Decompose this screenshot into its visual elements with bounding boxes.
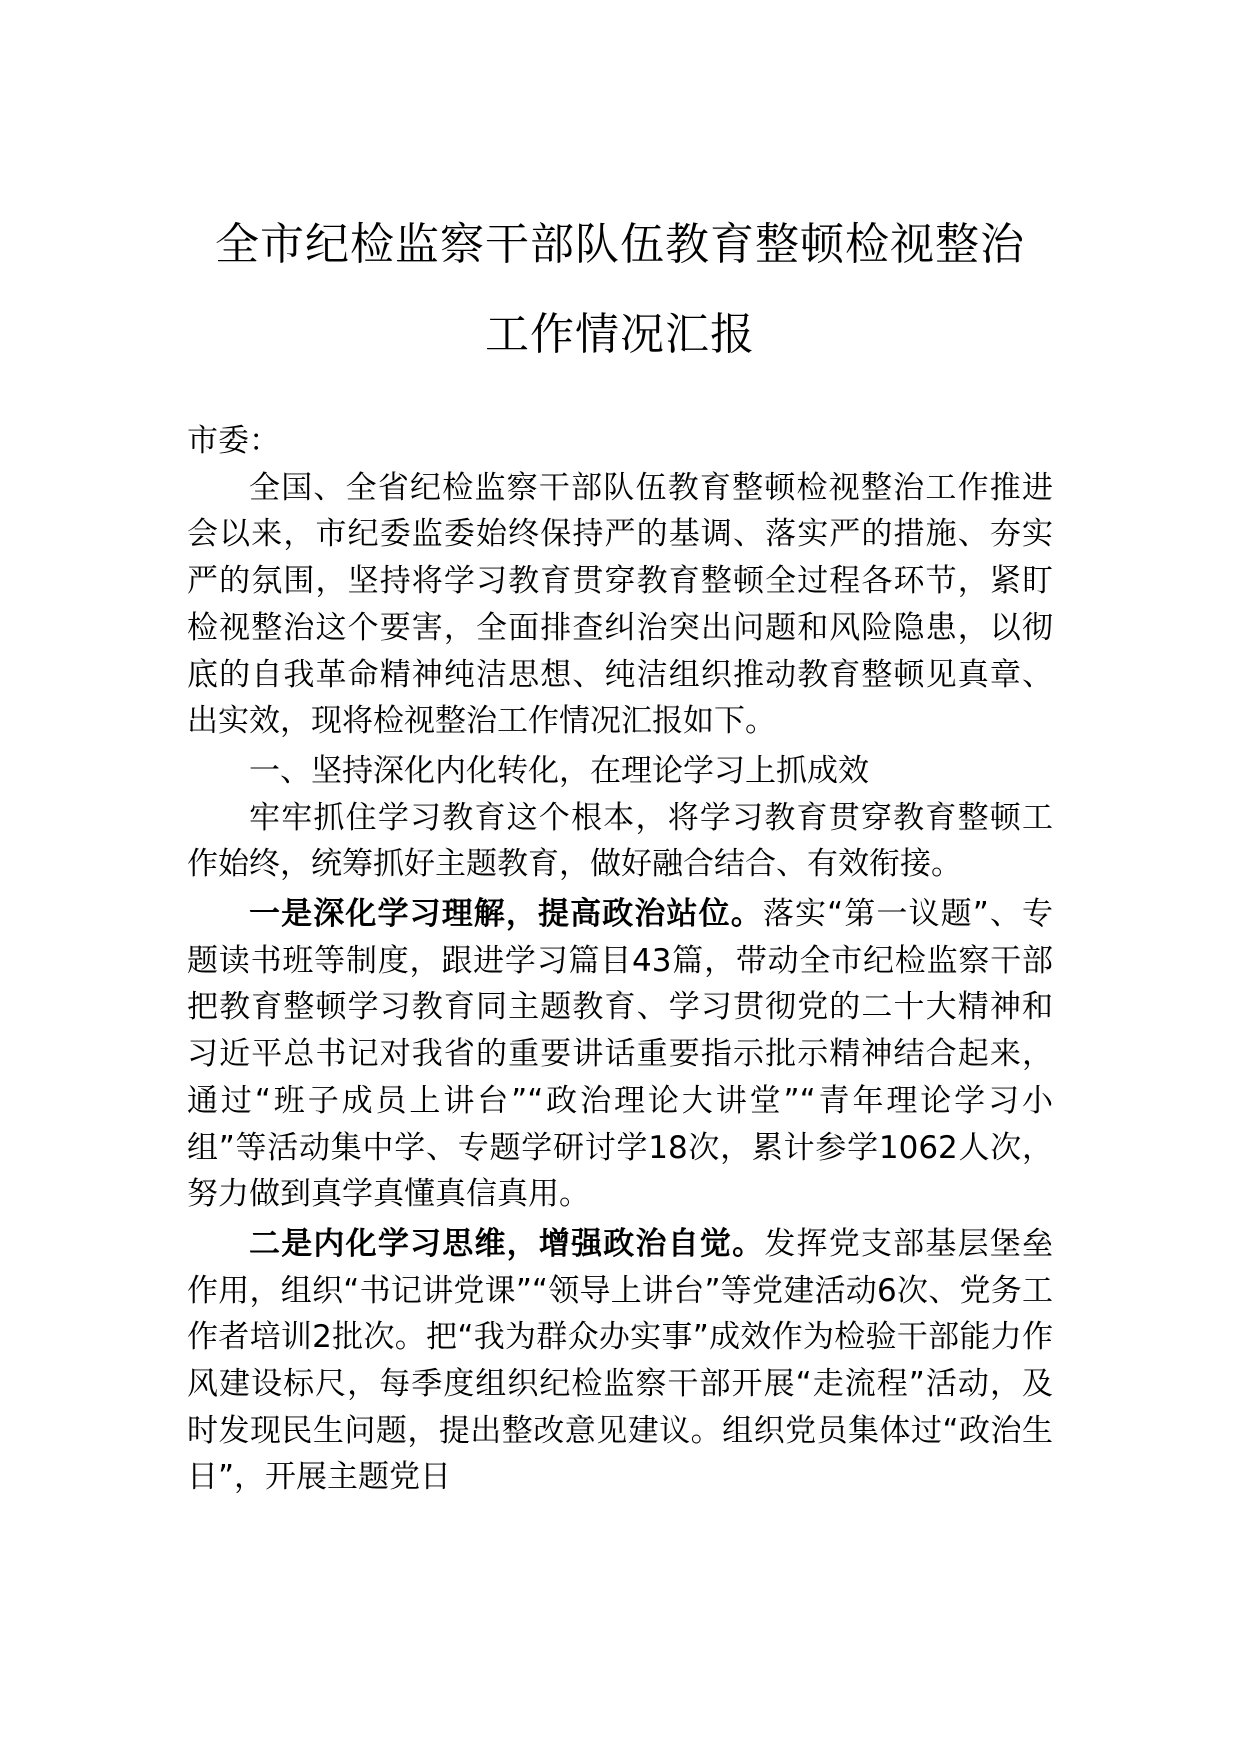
document-body xyxy=(187,418,1053,1501)
point-paragraph-1 xyxy=(187,891,1053,1218)
point-lead-2: 二是内化学习思维，增强政治自觉。 xyxy=(249,1225,765,1262)
point-text-2: 发挥党支部基层堡垒作用，组织“书记讲党课”“领导上讲台”等党建活动6次、党务工作者培训2批次。把“我为群众办实事”成效作为检验干部能力作风建设标尺，每季度组织纪检监察干部开展“走流程”活动，及时发现民生问题，提出整改意见建议。组织党员集体过“政治生日”，开展主题党日 xyxy=(187,1225,1054,1496)
salutation: 市委： xyxy=(187,423,280,459)
section-intro-paragraph: 牢牢抓住学习教育这个根本，将学习教育贯穿教育整顿工作始终，统筹抓好主题教育，做好融合结合、有效衔接。 xyxy=(187,799,1053,883)
document-title-line-1: 全市纪检监察干部队伍教育整顿检视整治 xyxy=(215,219,1025,270)
section-heading: 一、坚持深化内化转化，在理论学习上抓成效 xyxy=(249,752,869,789)
point-text-1: 落实“第一议题”、专题读书班等制度，跟进学习篇目43篇，带动全市纪检监察干部把教育整顿学习教育同主题教育、学习贯彻党的二十大精神和习近平总书记对我省的重要讲话重要指示批示精神结合起来，通过“班子成员上讲台”“政治理论大讲堂”“青年理论学习小组”等活动集中学、专题学研讨学18次，累计参学1062人次，努力做到真学真懂真信真用。 xyxy=(187,896,1053,1213)
document-title-line-2: 工作情况汇报 xyxy=(485,309,755,360)
point-lead-1: 一是深化学习理解，提高政治站位。 xyxy=(249,896,763,933)
point-paragraph-2 xyxy=(187,1221,1053,1501)
intro-paragraph: 全国、全省纪检监察干部队伍教育整顿检视整治工作推进会以来，市纪委监委始终保持严的基调、落实严的措施、夯实严的氛围，坚持将学习教育贯穿教育整顿全过程各环节，紧盯检视整治这个要害，全面排查纠治突出问题和风险隐患，以彻底的自我革命精神纯洁思想、纯洁组织推动教育整顿见真章、出实效，现将检视整治工作情况汇报如下。 xyxy=(187,469,1053,740)
